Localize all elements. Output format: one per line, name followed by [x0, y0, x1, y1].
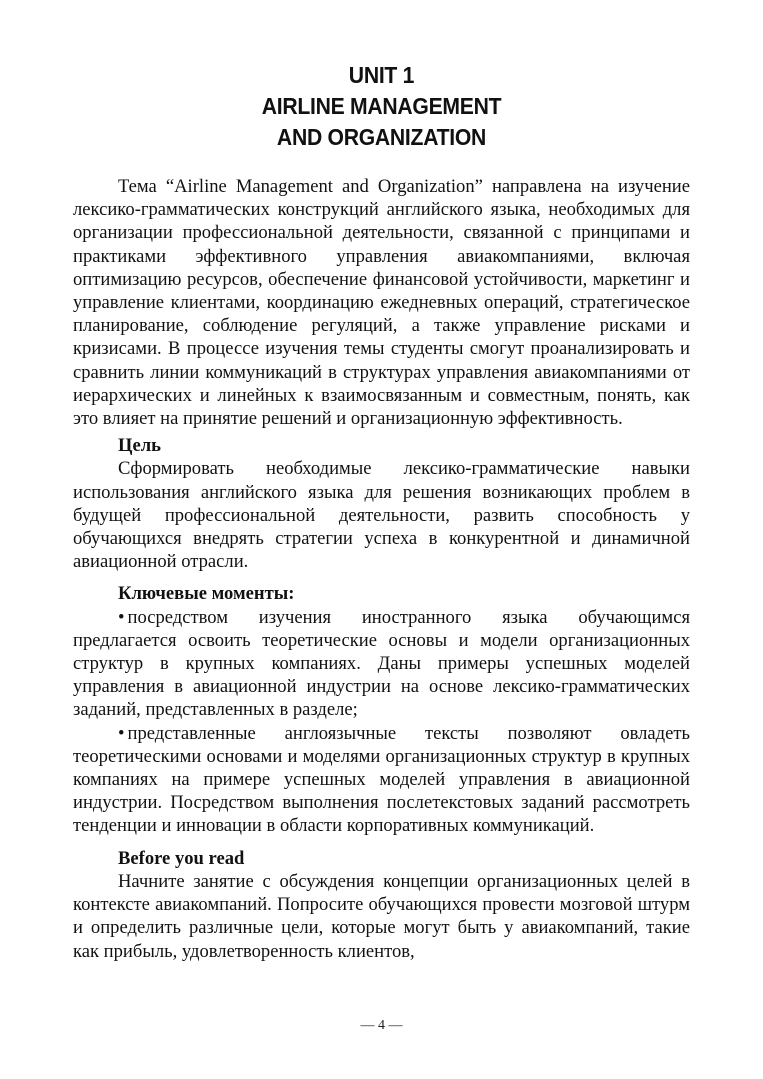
key-point-item	[73, 722, 690, 838]
key-point-item	[73, 606, 690, 722]
page-number: — 4 —	[360, 1018, 403, 1033]
unit-title-line-2: AND ORGANIZATION	[276, 124, 487, 150]
bullet-icon: •	[118, 722, 125, 744]
unit-title-line-1: AIRLINE MANAGEMENT	[261, 93, 502, 119]
unit-number: UNIT 1	[348, 62, 415, 88]
document-page	[73, 60, 690, 963]
bullet-icon: •	[118, 606, 125, 628]
before-you-read-heading: Before you read	[118, 847, 245, 869]
key-point-text: представленные англоязычные тексты позволяют овладеть теоретическими основами и моделями организационных структур в крупных компаниях на примере успешных моделей управления в авиационной индустрии. Посредством выполнения послетекстовых заданий рассмотреть тенденции и инновации в области корпоративных коммуникаций.	[73, 722, 690, 837]
goal-paragraph: Сформировать необходимые лексико-грамматические навыки использования английского языка для решения возникающих проблем в будущей профессиональной деятельности, развить способность у обучающихся внедрять стратегии успеха в конкурентной и динамичной авиационной отрасли.	[73, 458, 690, 573]
intro-paragraph: Тема “Airline Management and Organization” направлена на изучение лексико-грамматических конструкций английского языка, необходимых для организации профессиональной деятельности, связанной с принципами и практиками эффективного управления авиакомпаниями, включая оптимизацию ресурсов, обеспечение финансовой устойчивости, маркетинг и управление клиентами, координацию ежедневных операций, стратегическое планирование, соблюдение регуляций, а также управление рисками и кризисами. В процессе изучения темы студенты смогут проанализировать и сравнить линии коммуникаций в структурах управления авиакомпаниями от иерархических и линейных к взаимосвязанным и совместным, понять, как это влияет на принятие решений и организационную эффективность.	[73, 176, 690, 430]
document-body	[73, 175, 690, 963]
unit-title	[98, 60, 666, 153]
before-you-read-paragraph: Начните занятие с обсуждения концепции организационных целей в контексте авиакомпаний. Попросите обучающихся провести мозговой штурм и определить различные цели, которые могут быть у авиакомпаний, такие как прибыль, удовлетворенность клиентов,	[73, 870, 690, 962]
goal-heading: Цель	[118, 435, 161, 457]
key-point-text: посредством изучения иностранного языка обучающимся предлагается освоить теоретические основы и модели организационных структур в крупных компаниях. Даны примеры успешных моделей управления в авиационной индустрии на основе лексико-грамматических заданий, представленных в разделе;	[73, 606, 690, 721]
key-points-heading: Ключевые моменты:	[118, 583, 295, 605]
